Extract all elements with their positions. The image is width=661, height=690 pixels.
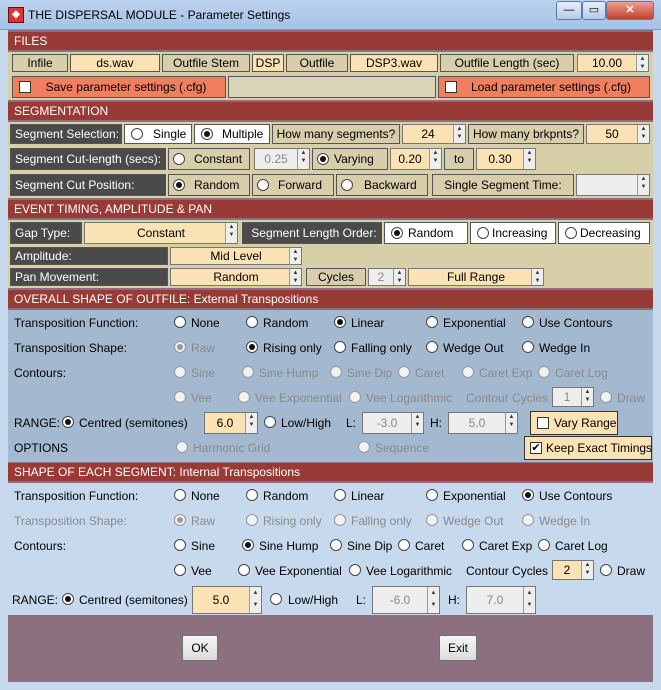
order-random-label: Random <box>408 226 454 240</box>
constant-radio[interactable] <box>173 153 185 165</box>
files-header: FILES <box>8 32 653 50</box>
overall-wedge-in-label: Wedge In <box>539 341 591 355</box>
overall-exponential-label: Exponential <box>443 316 506 330</box>
overall-lowhigh-radio[interactable] <box>264 416 276 428</box>
segment-raw-radio[interactable] <box>174 514 186 526</box>
vary-range-label: Vary Range <box>554 416 617 430</box>
pan-movement-select[interactable]: Random ▲ ▼ <box>170 268 302 286</box>
overall-contours-row-label: Contours: <box>14 366 67 380</box>
overall-centred-label: Centred (semitones) <box>79 416 188 430</box>
segment-centred-label: Centred (semitones) <box>79 593 188 607</box>
overall-caret-log-radio[interactable] <box>538 366 550 378</box>
segment-sine-radio[interactable] <box>174 539 186 551</box>
segment-contours-radio[interactable] <box>522 489 534 501</box>
settings-path-field <box>228 76 436 98</box>
overall-contour-cycles-label: Contour Cycles <box>466 391 549 405</box>
overall-vee-exp-label: Vee Exponential <box>255 391 342 405</box>
outfile-length-spinner[interactable]: 10.00 ▲ ▼ <box>577 54 649 72</box>
save-settings-button[interactable] <box>12 76 226 98</box>
segment-rising-radio[interactable] <box>246 514 258 526</box>
segment-vee-exp-label: Vee Exponential <box>255 564 342 578</box>
sequence-radio[interactable] <box>358 441 370 453</box>
segment-exponential-radio[interactable] <box>426 489 438 501</box>
varying-min-spinner[interactable]: 0.20 ▲ ▼ <box>390 148 442 170</box>
close-icon[interactable]: ✕ <box>606 1 654 20</box>
cut-length-label: Segment Cut-length (secs): <box>10 148 166 170</box>
single-segment-time-label: Single Segment Time: <box>432 174 574 196</box>
save-settings-label: Save parameter settings (.cfg) <box>45 80 207 94</box>
constant-label: Constant <box>194 152 243 166</box>
overall-centred-spinner[interactable]: 6.0 ▲ ▼ <box>204 412 258 434</box>
vary-range-checkbox[interactable] <box>537 417 549 429</box>
segment-vee-label: Vee <box>191 564 212 578</box>
overall-vee-log-radio[interactable] <box>349 391 361 403</box>
segment-exponential-label: Exponential <box>443 489 506 503</box>
segments-spinner[interactable]: 24 ▲ ▼ <box>402 124 466 144</box>
overall-lowhigh-label: Low/High <box>281 416 332 430</box>
infile-value[interactable]: ds.wav <box>70 54 160 72</box>
outfile-stem-label: Outfile Stem <box>162 54 250 72</box>
overall-sine-label: Sine <box>191 366 216 380</box>
overall-func-label: Transposition Function: <box>14 316 139 330</box>
varying-radio[interactable] <box>317 153 329 165</box>
overall-shape-label: Transposition Shape: <box>14 341 127 355</box>
overall-sine-hump-radio[interactable] <box>242 366 254 378</box>
outfile-stem-value[interactable]: DSP <box>252 54 284 72</box>
overall-wedge-out-label: Wedge Out <box>443 341 504 355</box>
brkpnts-spinner[interactable]: 50 ▲ ▼ <box>586 124 650 144</box>
overall-wedge-out-radio[interactable] <box>426 341 438 353</box>
segment-wedge-in-radio[interactable] <box>522 514 534 526</box>
overall-caret-exp-label: Caret Exp <box>479 366 533 380</box>
load-settings-label: Load parameter settings (.cfg) <box>470 80 632 94</box>
segment-contours-row-label: Contours: <box>14 539 67 553</box>
overall-none-radio[interactable] <box>174 316 186 328</box>
backward-radio[interactable] <box>341 179 353 191</box>
segment-shape-label: Transposition Shape: <box>14 514 127 528</box>
segment-wedge-out-label: Wedge Out <box>443 514 504 528</box>
multiple-label: Multiple <box>222 127 264 141</box>
options-label: OPTIONS <box>14 441 69 455</box>
segment-low-spinner[interactable]: -6.0 ▲ ▼ <box>372 586 440 614</box>
segment-falling-radio[interactable] <box>334 514 346 526</box>
constant-spinner[interactable]: 0.25 ▲ ▼ <box>254 148 310 170</box>
keep-exact-timings-checkbox[interactable]: ✔ <box>531 442 541 454</box>
cut-position-label: Segment Cut Position: <box>10 174 166 196</box>
segment-wedge-in-label: Wedge In <box>539 514 591 528</box>
segment-l-label: L: <box>356 593 367 607</box>
segment-draw-radio[interactable] <box>600 564 612 576</box>
outfile-label: Outfile <box>286 54 348 72</box>
segment-selection-label: Segment Selection: <box>10 124 122 144</box>
overall-contours-label: Use Contours <box>539 316 613 330</box>
overall-range-label: RANGE: <box>14 416 61 430</box>
load-settings-button[interactable] <box>438 76 650 98</box>
overall-sine-hump-label: Sine Hump <box>259 366 319 380</box>
overall-random-radio[interactable] <box>246 316 258 328</box>
save-checkbox[interactable] <box>19 81 31 93</box>
to-label: to <box>444 148 474 170</box>
overall-caret-log-label: Caret Log <box>555 366 608 380</box>
segment-sine-hump-label: Sine Hump <box>259 539 319 553</box>
segment-caret-log-label: Caret Log <box>555 539 608 553</box>
how-many-segments-label: How many segments? <box>272 124 400 144</box>
decreasing-label: Decreasing <box>580 226 641 240</box>
infile-label: Infile <box>12 54 68 72</box>
overall-caret-exp-radio[interactable] <box>462 366 474 378</box>
overall-linear-label: Linear <box>351 316 385 330</box>
segment-draw-label: Draw <box>617 564 646 578</box>
gap-type-select[interactable]: Constant ▲ ▼ <box>84 222 238 244</box>
overall-linear-radio[interactable] <box>334 316 346 328</box>
overall-draw-label: Draw <box>617 391 646 405</box>
segment-vee-radio[interactable] <box>174 564 186 576</box>
overall-centred-radio[interactable] <box>62 416 74 428</box>
segment-vee-log-label: Vee Logarithmic <box>366 564 453 578</box>
amplitude-label: Amplitude: <box>10 247 168 265</box>
amplitude-select[interactable]: Mid Level ▲ ▼ <box>170 247 302 265</box>
varying-max-spinner[interactable]: 0.30 ▲ ▼ <box>476 148 536 170</box>
segment-contour-cycles-label: Contour Cycles <box>466 564 549 578</box>
app-icon: ◆ <box>8 7 24 23</box>
overall-contours-radio[interactable] <box>522 316 534 328</box>
harmonic-grid-radio[interactable] <box>176 441 188 453</box>
segment-caret-log-radio[interactable] <box>538 539 550 551</box>
exit-button[interactable]: Exit <box>439 635 477 661</box>
event-header: EVENT TIMING, AMPLITUDE & PAN <box>8 200 653 218</box>
overall-h-label: H: <box>430 416 442 430</box>
segment-contours-label: Use Contours <box>539 489 613 503</box>
single-radio[interactable] <box>131 128 143 140</box>
overall-vee-exp-radio[interactable] <box>238 391 250 403</box>
overall-sine-dip-radio[interactable] <box>330 366 342 378</box>
harmonic-grid-label: Harmonic Grid <box>193 441 271 455</box>
segment-caret-label: Caret <box>415 539 445 553</box>
cycles-spinner[interactable]: 2 ▲ ▼ <box>368 268 406 286</box>
segment-random-label: Random <box>263 489 309 503</box>
segment-wedge-out-radio[interactable] <box>426 514 438 526</box>
segment-sine-dip-label: Sine Dip <box>347 539 393 553</box>
overall-caret-radio[interactable] <box>398 366 410 378</box>
varying-label: Varying <box>334 152 374 166</box>
overall-sine-dip-label: Sine Dip <box>347 366 393 380</box>
overall-vee-log-label: Vee Logarithmic <box>366 391 453 405</box>
segment-random-radio[interactable] <box>246 489 258 501</box>
load-checkbox[interactable] <box>445 81 457 93</box>
segment-rising-label: Rising only <box>263 514 322 528</box>
segment-caret-exp-radio[interactable] <box>462 539 474 551</box>
minimize-icon[interactable]: — <box>556 1 582 20</box>
overall-caret-label: Caret <box>415 366 445 380</box>
overall-exponential-radio[interactable] <box>426 316 438 328</box>
maximize-icon[interactable]: ▭ <box>582 1 606 20</box>
window-title: THE DISPERSAL MODULE - Parameter Settings <box>28 8 291 22</box>
overall-header: OVERALL SHAPE OF OUTFILE: External Transpositions <box>8 290 653 308</box>
overall-random-label: Random <box>263 316 309 330</box>
segment-contour-cycles-spinner[interactable]: 2 ▲ ▼ <box>552 560 594 580</box>
segment-lowhigh-label: Low/High <box>288 593 339 607</box>
overall-wedge-in-radio[interactable] <box>522 341 534 353</box>
overall-l-label: L: <box>346 416 357 430</box>
gap-type-label: Gap Type: <box>10 222 82 244</box>
segment-length-order-label: Segment Length Order: <box>242 222 382 244</box>
outfile-value[interactable]: DSP3.wav <box>350 54 438 72</box>
segment-vee-log-radio[interactable] <box>349 564 361 576</box>
segment-header: SHAPE OF EACH SEGMENT: Internal Transpositions <box>8 463 653 481</box>
forward-radio[interactable] <box>257 179 269 191</box>
segment-func-label: Transposition Function: <box>14 489 139 503</box>
title-bar <box>0 0 661 30</box>
segment-none-label: None <box>191 489 220 503</box>
cutpos-random-radio[interactable] <box>173 179 185 191</box>
pan-range-select[interactable]: Full Range ▲ ▼ <box>408 268 544 286</box>
segment-caret-radio[interactable] <box>398 539 410 551</box>
overall-vee-label: Vee <box>191 391 212 405</box>
segment-linear-label: Linear <box>351 489 385 503</box>
multiple-radio[interactable] <box>201 128 213 140</box>
sequence-label: Sequence <box>375 441 430 455</box>
overall-low-spinner[interactable]: -3.0 ▲ ▼ <box>362 412 424 434</box>
segment-caret-exp-label: Caret Exp <box>479 539 533 553</box>
segment-sine-label: Sine <box>191 539 216 553</box>
overall-raw-radio[interactable] <box>174 341 186 353</box>
ok-button[interactable]: OK <box>182 635 218 661</box>
overall-contour-cycles-spinner[interactable]: 1 ▲ ▼ <box>552 387 594 407</box>
how-many-brkpnts-label: How many brkpnts? <box>468 124 584 144</box>
overall-none-label: None <box>191 316 220 330</box>
increasing-radio[interactable] <box>477 227 489 239</box>
segment-centred-radio[interactable] <box>62 593 74 605</box>
cycles-label: Cycles <box>306 268 366 286</box>
segment-centred-spinner[interactable]: 5.0 ▲ ▼ <box>192 586 262 614</box>
forward-label: Forward <box>278 178 323 192</box>
segment-sine-hump-radio[interactable] <box>242 539 254 551</box>
order-random-radio[interactable] <box>391 227 403 239</box>
segment-vee-exp-radio[interactable] <box>238 564 250 576</box>
outfile-length-label: Outfile Length (sec) <box>440 54 574 72</box>
overall-vee-radio[interactable] <box>174 391 186 403</box>
segment-none-radio[interactable] <box>174 489 186 501</box>
single-label: Single <box>153 127 187 141</box>
overall-falling-label: Falling only <box>351 341 412 355</box>
segment-raw-label: Raw <box>191 514 216 528</box>
cutpos-random-label: Random <box>194 178 240 192</box>
backward-label: Backward <box>364 178 417 192</box>
segment-h-label: H: <box>448 593 460 607</box>
segment-linear-radio[interactable] <box>334 489 346 501</box>
overall-sine-radio[interactable] <box>174 366 186 378</box>
keep-exact-timings-label: Keep Exact Timings <box>546 441 653 455</box>
overall-rising-label: Rising only <box>263 341 322 355</box>
overall-draw-radio[interactable] <box>600 391 612 403</box>
segment-high-spinner[interactable]: 7.0 ▲ ▼ <box>466 586 536 614</box>
segment-falling-label: Falling only <box>351 514 412 528</box>
decreasing-radio[interactable] <box>565 227 577 239</box>
segment-range-label: RANGE: <box>12 593 59 607</box>
overall-high-spinner[interactable]: 5.0 ▲ ▼ <box>448 412 518 434</box>
segmentation-header: SEGMENTATION <box>8 102 653 120</box>
segment-lowhigh-radio[interactable] <box>270 593 282 605</box>
pan-movement-label: Pan Movement: <box>10 268 168 286</box>
increasing-label: Increasing <box>492 226 548 240</box>
segment-sine-dip-radio[interactable] <box>330 539 342 551</box>
overall-rising-radio[interactable] <box>246 341 258 353</box>
overall-raw-label: Raw <box>191 341 216 355</box>
overall-falling-radio[interactable] <box>334 341 346 353</box>
single-segment-time-spinner[interactable]: ▲ ▼ <box>576 174 650 196</box>
